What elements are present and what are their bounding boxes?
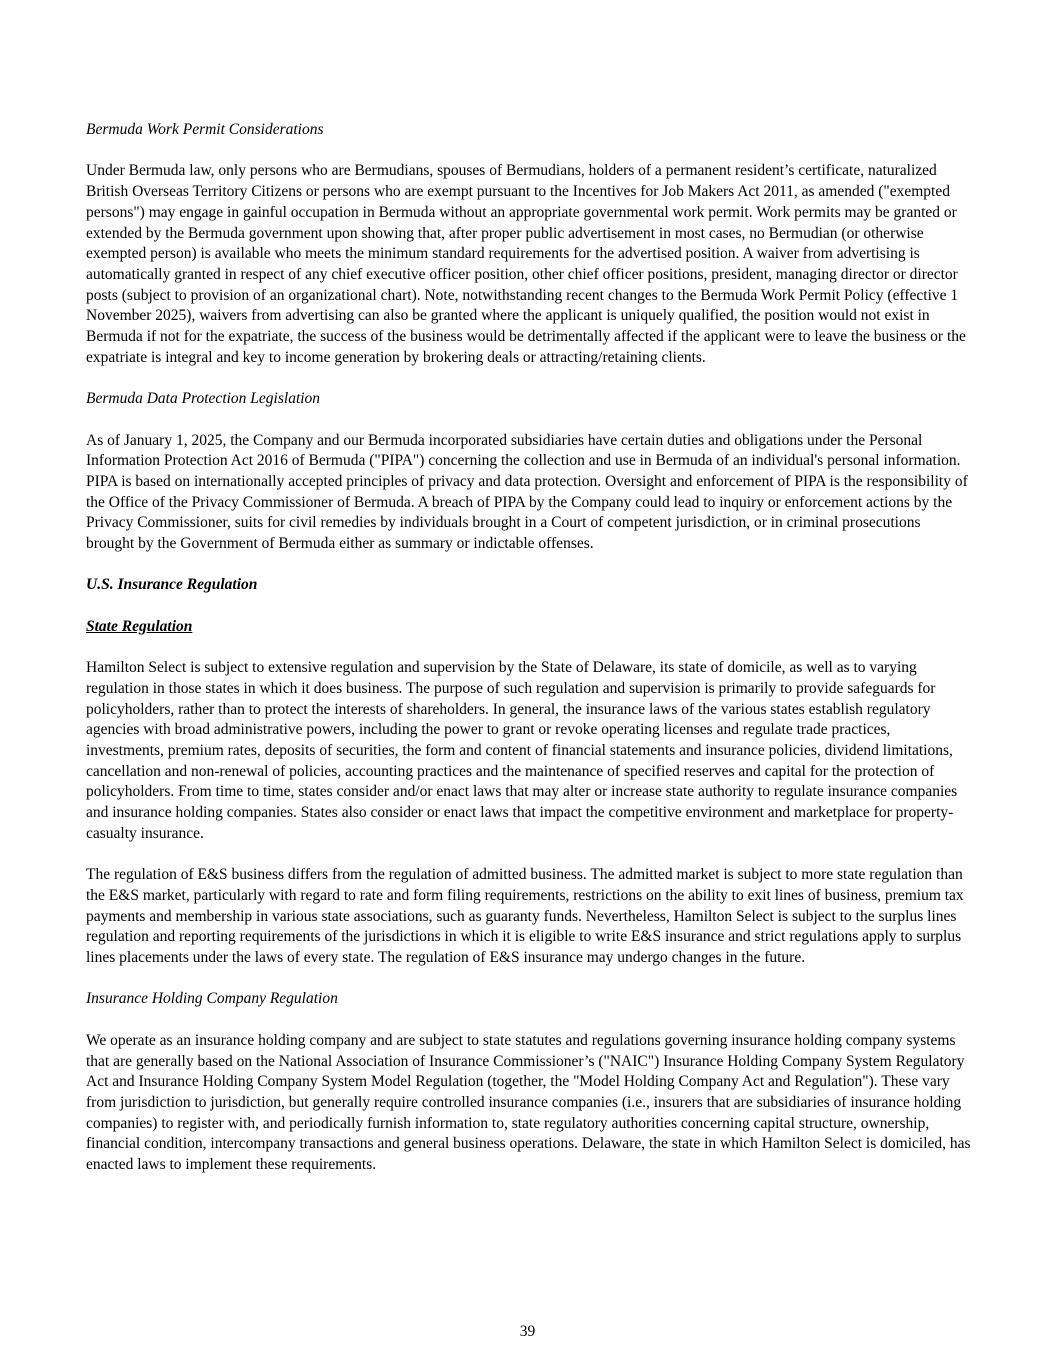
paragraph-work-permit: Under Bermuda law, only persons who are Bermudians, spouses of Bermudians, holders of a permanent resident’s certificate, naturalized British Overseas Territory Citizens or persons who are exempt pursuant to the Incentives for Job Makers Act 2011, as amended ("exempted persons") may engage in gainful occupation in Bermuda without an appropriate governmental work permit. Work permits may be granted or extended by the Bermuda government upon showing that, after proper public advertisement in most cases, no Bermudian (or otherwise exempted person) is available who meets the minimum standard requirements for the advertised position. A waiver from advertising is automatically granted in respect of any chief executive officer position, other chief officer positions, president, managing director or director posts (subject to provision of an organizational chart). Note, notwithstanding recent changes to the Bermuda Work Permit Policy (effective 1 November 2025), waivers from advertising can also be granted where the applicant is uniquely qualified, the position would not exist in Bermuda if not for the expatriate, the success of the business would be detrimentally affected if the applicant were to leave the business or the expatriate is integral and key to income generation by brokering deals or attracting/retaining clients. [86, 162, 966, 366]
section-heading-data-protection: Bermuda Data Protection Legislation [86, 390, 321, 408]
paragraph-holding-company: We operate as an insurance holding company and are subject to state statutes and regulations governing insurance holding company systems that are generally based on the National Association of Insurance Commissioner’s ("NAIC") Insurance Holding Company System Regulatory Act and Insurance Holding Company System Model Regulation (together, the "Model Holding Company Act and Regulation"). These vary from jurisdiction to jurisdiction, but generally require controlled insurance companies (i.e., insurers that are subsidiaries of insurance holding companies) to register with, and periodically furnish information to, state regulatory authorities concerning capital structure, ownership, financial condition, intercompany transactions and general business operations. Delaware, the state in which Hamilton Select is domiciled, has enacted laws to implement these requirements. [86, 1031, 971, 1174]
section-heading-state-regulation: State Regulation [86, 617, 193, 635]
paragraph-state-regulation-1: Hamilton Select is subject to extensive regulation and supervision by the State of Delaware, its state of domicile, as well as to varying regulation in those states in which it does business. The purpose of such regulation and supervision is primarily to provide safeguards for policyholders, rather than to protect the interests of shareholders. In general, the insurance laws of the various states establish regulatory agencies with broad administrative powers, including the power to grant or revoke operating licenses and regulate trade practices, investments, premium rates, deposits of securities, the form and content of financial statements and insurance policies, dividend limitations, cancellation and non-renewal of policies, accounting practices and the maintenance of specified reserves and capital for the protection of policyholders. From time to time, states consider and/or enact laws that may alter or increase state authority to regulate insurance companies and insurance holding companies. States also consider or enact laws that impact the competitive environment and marketplace for property-casualty insurance. [86, 659, 958, 842]
paragraph-data-protection: As of January 1, 2025, the Company and our Bermuda incorporated subsidiaries have certain duties and obligations under the Personal Information Protection Act 2016 of Bermuda ("PIPA") concerning the collection and use in Bermuda of an individual's personal information. PIPA is based on internationally accepted principles of privacy and data protection. Oversight and enforcement of PIPA is the responsibility of the Office of the Privacy Commissioner of Bermuda. A breach of PIPA by the Company could lead to inquiry or enforcement actions by the Privacy Commissioner, suits for civil remedies by individuals brought in a Court of competent jurisdiction, or in criminal prosecutions brought by the Government of Bermuda either as summary or indictable offenses. [86, 431, 968, 553]
section-heading-work-permit: Bermuda Work Permit Considerations [86, 121, 324, 138]
section-heading-us-insurance: U.S. Insurance Regulation [86, 576, 258, 594]
paragraph-state-regulation-2: The regulation of E&S business differs from the regulation of admitted business. The admitted market is subject to more state regulation than the E&S market, particularly with regard to rate and form filing requirements, restrictions on the ability to exit lines of business, premium tax payments and membership in various state associations, such as guaranty funds. Nevertheless, Hamilton Select is subject to the surplus lines regulation and reporting requirements of the jurisdictions in which it is eligible to write E&S insurance and strict regulations apply to surplus lines placements under the laws of every state. The regulation of E&S insurance may undergo changes in the future. [86, 866, 964, 967]
page-number: 39 [519, 1323, 536, 1340]
section-heading-holding-company: Insurance Holding Company Regulation [86, 990, 338, 1008]
document-page [86, 120, 972, 1196]
